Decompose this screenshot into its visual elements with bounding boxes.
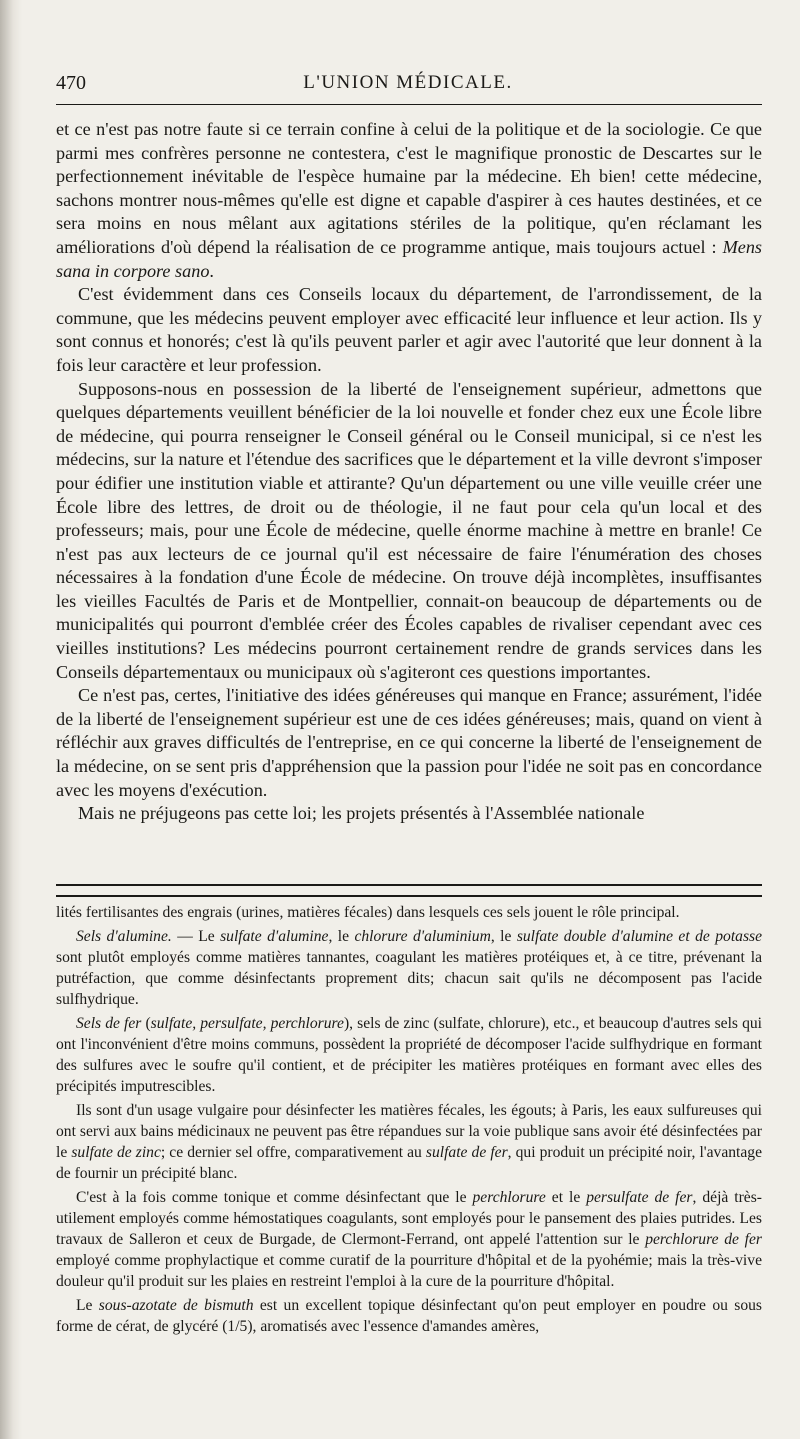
text-run: Le: [76, 1297, 99, 1314]
feuilleton-paragraph: [56, 1187, 762, 1292]
text-run: employé comme prophylactique et comme curatif de la pourriture d'hôpital et de la pyohémie; mais la très-vive douleur qu'il produit sur les plaies en restreint l'emploi à la cure de la pourriture d'hôpital.: [56, 1252, 762, 1290]
text-run: , qui produit un précipité noir, l'avantage de fournir un précipité blanc.: [56, 1144, 762, 1182]
text-run: C'est à la fois comme tonique et comme désinfectant que le: [76, 1189, 473, 1206]
page-number: 470: [56, 72, 86, 94]
feuilleton-paragraph: [56, 926, 762, 1010]
italic-term: sulfate d'alumine: [220, 928, 329, 945]
feuilleton-paragraph: [56, 1100, 762, 1184]
italic-term: persulfate de fer: [586, 1189, 693, 1206]
italic-term: sulfate de zinc: [71, 1144, 161, 1161]
text-run: — Le: [171, 928, 221, 945]
text-run: est un excellent topique désinfectant qu'on peut employer en poudre ou sous forme de cérat, de glycéré (1/5), aromatisés avec l'essence d'amandes amères,: [56, 1297, 762, 1335]
text-run: , déjà très-utilement employés comme hémostatiques coagulants, sont employés pour le pansement des plaies putrides. Les travaux de Salleron et ceux de Burgade, de Clermont-Ferrand, ont appelé l'attention sur le: [56, 1189, 762, 1248]
text-run: et le: [545, 1189, 587, 1206]
page-binding-edge: [0, 0, 22, 1439]
italic-term: sulfate, persulfate, perchlorure: [150, 1015, 344, 1032]
feuilleton-section: [56, 902, 762, 1422]
feuilleton-separator: [56, 884, 762, 897]
italic-term: chlorure d'aluminium: [354, 928, 491, 945]
italic-term: Sels de fer: [76, 1015, 142, 1032]
running-title: L'UNION MÉDICALE.: [303, 72, 513, 93]
text-run: , le: [490, 928, 517, 945]
paragraph-end: .: [209, 260, 214, 281]
article-paragraph: Supposons-nous en possession de la liberté de l'enseignement supérieur, admettons que quelques départements veuillent bénéficier de la loi nouvelle et fonder chez eux une École libre de médecine, qui pourra renseigner le Conseil général ou le Conseil municipal, si ce n'est les médecins, sur la nature et l'étendue des sacrifices que le département et la ville devront s'imposer pour édifier une institution viable et attirante? Qu'un département ou une ville veuille créer une École libre des lettres, de droit ou de théologie, il ne faut pour cela qu'un local et des professeurs; mais, pour une École de médecine, quelle énorme machine à mettre en branle! Ce n'est pas aux lecteurs de ce journal qu'il est nécessaire de faire l'énumération des choses nécessaires à la fondation d'une École de médecine. On trouve déjà incomplètes, insuffisantes les vieilles Facultés de Paris et de Montpellier, connait-on beaucoup de départements ou de municipalités qui pourront d'emblée créer des Écoles capables de rivaliser cependant avec ces vieilles institutions? Les médecins pourront certainement rendre de grands services dans les Conseils départementaux ou municipaux où s'agiteront ces questions importantes.: [56, 378, 762, 682]
page-header: [56, 72, 760, 102]
section-label: Sels d'alumine.: [76, 928, 172, 945]
text-run: (: [141, 1015, 151, 1032]
text-run: ; ce dernier sel offre, comparativement au: [160, 1144, 426, 1161]
main-article: [56, 118, 762, 888]
article-paragraph: Ce n'est pas, certes, l'initiative des idées généreuses qui manque en France; assurément, l'idée de la liberté de l'enseignement supérieur est une de ces idées généreuses; mais, quand on vient à réfléchir aux graves difficultés de l'entreprise, en ce qui concerne la liberté de l'enseignement de la médecine, on se sent pris d'appréhension que la passion pour l'idée ne soit pas en concordance avec les moyens d'exécution.: [56, 685, 762, 800]
article-paragraph: C'est évidemment dans ces Conseils locaux du département, de l'arrondissement, de la commune, que les médecins peuvent employer avec efficacité leur influence et leur action. Ils y sont connus et honorés; c'est là qu'ils peuvent parler et agir avec l'autorité que leur donnent à la fois leur caractère et leur profession.: [56, 284, 762, 375]
paragraph-text: et ce n'est pas notre faute si ce terrain confine à celui de la politique et de la sociologie. Ce que parmi mes confrères personne ne contestera, c'est le magnifique pronostic de Descartes sur le perfectionnement inévitable de l'espèce humaine par la médecine. Eh bien! cette médecine, sachons montrer nous-mêmes qu'elle est digne et capable d'aspirer à ces hautes destinées, et ce sera moins en nous mêlant aux agitations stériles de la politique, qu'en réclamant les améliorations d'où dépend la réalisation de ce programme antique, mais toujours actuel :: [56, 119, 762, 257]
italic-term: sous-azotate de bismuth: [98, 1297, 254, 1314]
article-paragraph: [56, 118, 762, 283]
feuilleton-paragraph: [56, 1013, 762, 1097]
italic-term: sulfate de fer: [425, 1144, 508, 1161]
latin-motto: Mens sana in corpore sano: [56, 236, 762, 281]
feuilleton-paragraph: [56, 1295, 762, 1337]
text-run: sont plutôt employés comme matières tannantes, coagulant les matières protéiques et, à ce titre, prévenant la putréfaction, que comme désinfectants proprement dits; chacun sait qu'ils ne décomposent pas l'acide sulfhydrique.: [56, 949, 762, 1008]
article-paragraph: Mais ne préjugeons pas cette loi; les projets présentés à l'Assemblée nationale: [78, 803, 645, 824]
feuilleton-paragraph: lités fertilisantes des engrais (urines, matières fécales) dans lesquels ces sels jouent le rôle principal.: [56, 904, 680, 921]
italic-term: perchlorure de fer: [645, 1231, 762, 1248]
italic-term: sulfate double d'alumine et de potasse: [516, 928, 762, 945]
italic-term: perchlorure: [472, 1189, 546, 1206]
header-rule: [56, 104, 762, 105]
text-run: Ils sont d'un usage vulgaire pour désinfecter les matières fécales, les égouts; à Paris, les eaux sulfureuses qui ont servi aux bains médicinaux ne peuvent pas être répandues sur la voie publique sans avoir été désinfectées par le: [56, 1102, 762, 1161]
text-run: ), sels de zinc (sulfate, chlorure), etc., et beaucoup d'autres sels qui ont l'inconvénient d'être moins communs, possèdent la propriété de décomposer l'acide sulfhydrique en formant des sulfures avec le soufre qu'il contient, et de précipiter les matières protéiques en formant avec elles des précipités imputrescibles.: [56, 1015, 762, 1095]
text-run: , le: [328, 928, 355, 945]
